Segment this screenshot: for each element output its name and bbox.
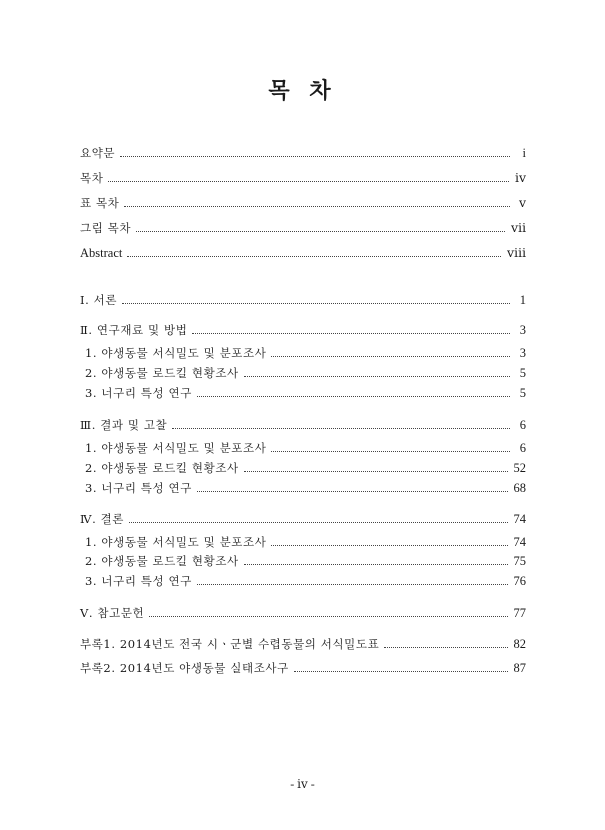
dot-leader xyxy=(197,584,508,585)
toc-entry-label: 3. 너구리 특성 연구 xyxy=(85,386,192,400)
toc-entry-page: 87 xyxy=(513,660,526,675)
toc-entry-label: Ⅲ. 결과 및 고찰 xyxy=(80,418,168,432)
dot-leader xyxy=(136,231,505,232)
toc-entry-appendix-2[interactable] xyxy=(80,658,526,678)
toc-entry-summary[interactable] xyxy=(80,143,526,163)
toc-entry-page: 5 xyxy=(519,385,526,400)
toc-entry-chapter-3[interactable] xyxy=(80,415,526,435)
toc-entry-page: 52 xyxy=(513,460,526,475)
dot-leader xyxy=(124,206,510,207)
toc-entry-page: ⅳ xyxy=(514,171,526,185)
toc-entry-label: 2. 야생동물 로드킬 현황조사 xyxy=(85,554,239,568)
toc-entry-4-2[interactable] xyxy=(80,551,526,571)
toc-entry-label: 목차 xyxy=(80,171,104,185)
toc-entry-2-2[interactable] xyxy=(80,363,526,383)
toc-entry-4-3[interactable] xyxy=(80,571,526,591)
toc-entry-label: 1. 야생동물 서식밀도 및 분포조사 xyxy=(85,346,267,360)
toc-entry-chapter-2[interactable] xyxy=(80,320,526,340)
toc-entry-page: 6 xyxy=(519,440,526,455)
dot-leader xyxy=(384,647,507,648)
toc-entry-page: ⅷ xyxy=(506,246,526,260)
dot-leader xyxy=(271,356,510,357)
toc-entry-table-list[interactable] xyxy=(80,193,526,213)
toc-entry-page: 68 xyxy=(513,480,526,495)
dot-leader xyxy=(120,156,510,157)
toc-entry-page: 77 xyxy=(513,605,526,620)
toc-entry-page: 82 xyxy=(513,636,526,651)
dot-leader xyxy=(127,256,501,257)
toc-entry-page: 74 xyxy=(513,511,526,526)
toc-entry-label: 2. 야생동물 로드킬 현황조사 xyxy=(85,461,239,475)
toc-entry-2-3[interactable] xyxy=(80,383,526,403)
toc-entry-label: Ⅳ. 결론 xyxy=(80,512,125,526)
toc-entry-contents[interactable] xyxy=(80,168,526,188)
toc-entry-3-1[interactable] xyxy=(80,438,526,458)
toc-entry-chapter-5[interactable] xyxy=(80,603,526,623)
toc-entry-abstract[interactable] xyxy=(80,243,526,263)
toc-entry-figure-list[interactable] xyxy=(80,218,526,238)
toc-entry-page: ⅶ xyxy=(510,221,526,235)
toc-entry-label: 표 목차 xyxy=(80,196,120,210)
page-number-footer: - ⅳ - xyxy=(290,777,315,791)
dot-leader xyxy=(244,564,508,565)
toc-entry-label: 1. 야생동물 서식밀도 및 분포조사 xyxy=(85,441,267,455)
toc-entry-label: 부록2. 2014년도 야생동물 실태조사구 xyxy=(80,661,289,675)
toc-entry-chapter-1[interactable] xyxy=(80,290,526,310)
dot-leader xyxy=(122,303,510,304)
dot-leader xyxy=(129,522,507,523)
toc-entry-page: 75 xyxy=(513,553,526,568)
toc-entry-4-1[interactable] xyxy=(80,532,526,552)
toc-entry-label: 2. 야생동물 로드킬 현황조사 xyxy=(85,366,239,380)
toc-entry-page: i xyxy=(522,145,526,160)
toc-entry-label: 3. 너구리 특성 연구 xyxy=(85,481,192,495)
toc-entry-page: 5 xyxy=(519,365,526,380)
toc-entry-page: 6 xyxy=(519,417,526,432)
dot-leader xyxy=(271,545,507,546)
dot-leader xyxy=(244,376,510,377)
toc-entry-label: Ⅰ. 서론 xyxy=(80,293,118,307)
toc-entry-label: 1. 야생동물 서식밀도 및 분포조사 xyxy=(85,535,267,549)
dot-leader xyxy=(294,671,508,672)
toc-entry-3-2[interactable] xyxy=(80,458,526,478)
toc-entry-label: Ⅴ. 참고문헌 xyxy=(80,606,145,620)
toc-entry-page: 76 xyxy=(513,573,526,588)
toc-entry-page: 3 xyxy=(519,345,526,360)
dot-leader xyxy=(197,396,510,397)
dot-leader xyxy=(149,616,507,617)
dot-leader xyxy=(108,181,509,182)
toc-entry-label: Ⅱ. 연구재료 및 방법 xyxy=(80,323,188,337)
toc-entry-page: 74 xyxy=(513,534,526,549)
toc-entry-page: 1 xyxy=(519,292,526,307)
toc-entry-2-1[interactable] xyxy=(80,343,526,363)
toc-entry-3-3[interactable] xyxy=(80,478,526,498)
toc-entry-label: Abstract xyxy=(80,245,123,260)
toc-entry-label: 그림 목차 xyxy=(80,221,132,235)
toc-entry-chapter-4[interactable] xyxy=(80,509,526,529)
dot-leader xyxy=(197,491,508,492)
dot-leader xyxy=(172,428,510,429)
toc-entry-appendix-1[interactable] xyxy=(80,634,526,654)
toc-entry-page: 3 xyxy=(519,322,526,337)
dot-leader xyxy=(271,451,510,452)
page-title: 목 차 xyxy=(268,79,337,104)
toc-entry-label: 부록1. 2014년도 전국 시ㆍ군별 수렵동물의 서식밀도표 xyxy=(80,637,380,651)
toc-entry-label: 요약문 xyxy=(80,146,116,160)
dot-leader xyxy=(244,471,508,472)
toc-entry-label: 3. 너구리 특성 연구 xyxy=(85,574,192,588)
toc-entry-page: ⅴ xyxy=(518,196,526,210)
dot-leader xyxy=(192,333,510,334)
